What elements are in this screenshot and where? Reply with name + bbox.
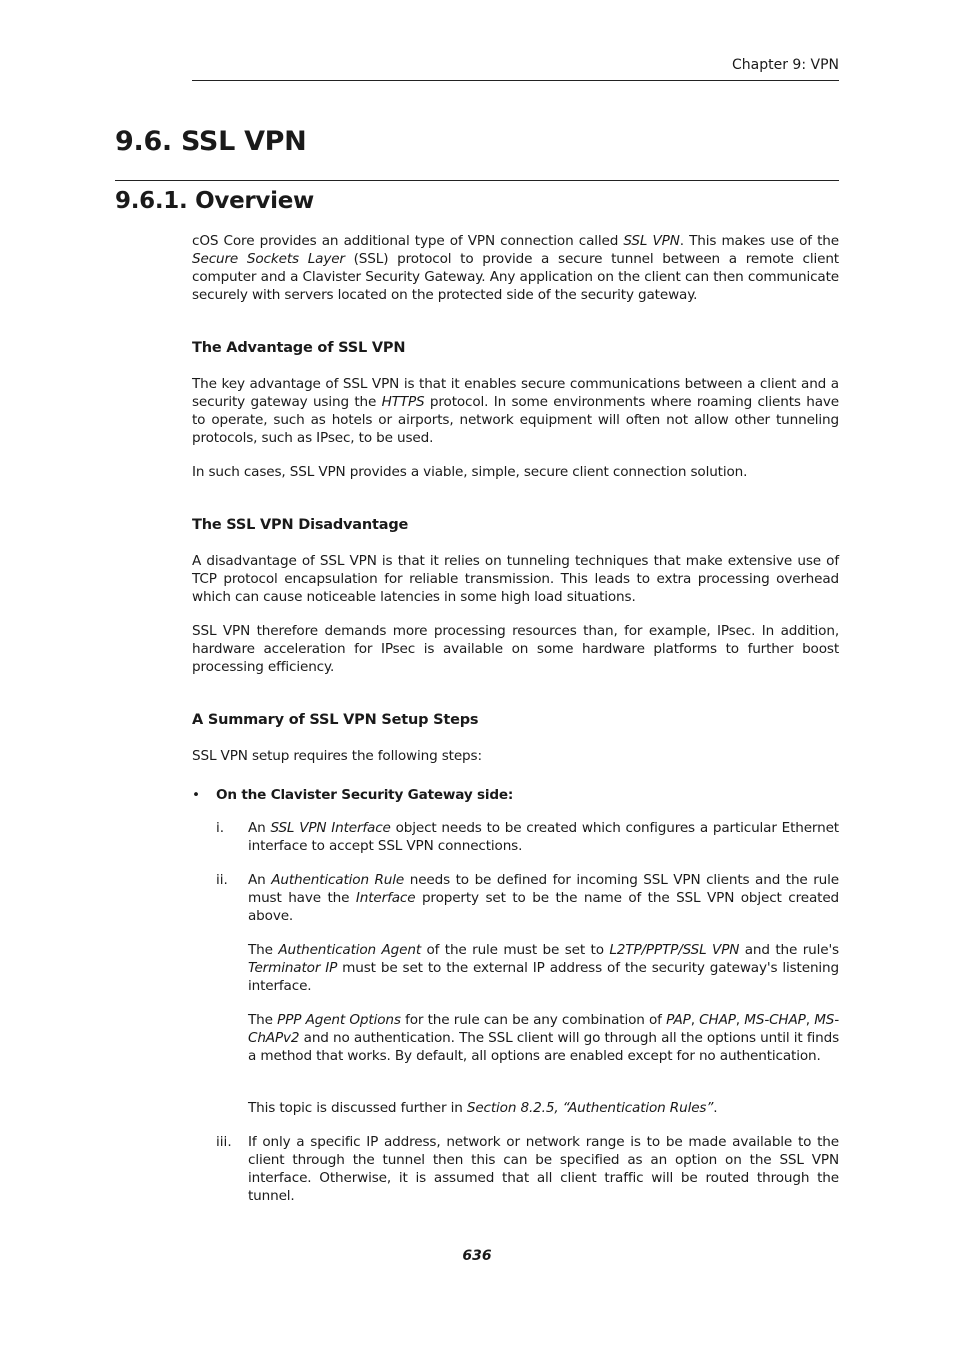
summary-heading: A Summary of SSL VPN Setup Steps: [192, 712, 479, 728]
advantage-paragraph-1: The key advantage of SSL VPN is that it enables secure communications between a client and a security gateway using the HTTPS protocol. In some environments where roaming clients have to operate, such as hotels or airports, network equipment will often not allow other tunneling protocols, such as IPsec, to be used.: [192, 376, 839, 446]
step-2-number: ii.: [216, 872, 228, 888]
step-2-paragraph-2: The Authentication Agent of the rule must be set to L2TP/PPTP/SSL VPN and the rule's Terminator IP must be set to the external IP address of the security gateway's listening interface.: [248, 942, 839, 994]
section-title: 9.6. SSL VPN: [115, 126, 307, 157]
running-header: Chapter 9: VPN: [732, 57, 839, 73]
bullet-text: On the Clavister Security Gateway side:: [216, 787, 514, 803]
section-rule: [115, 180, 839, 181]
step-2-paragraph-4: This topic is discussed further in Section 8.2.5, “Authentication Rules”.: [248, 1100, 718, 1116]
advantage-paragraph-2: In such cases, SSL VPN provides a viable, simple, secure client connection solution.: [192, 464, 748, 480]
step-1-number: i.: [216, 820, 225, 836]
step-1-text: An SSL VPN Interface object needs to be created which configures a particular Ethernet interface to accept SSL VPN connections.: [248, 820, 839, 854]
bullet-symbol: •: [192, 787, 201, 803]
page-number: 636: [462, 1248, 492, 1264]
step-2-paragraph-1: An Authentication Rule needs to be defined for incoming SSL VPN clients and the rule must have the Interface property set to be the name of the SSL VPN object created above.: [248, 872, 840, 924]
header-rule: [192, 80, 839, 81]
intro-paragraph: cOS Core provides an additional type of VPN connection called SSL VPN. This makes use of the Secure Sockets Layer (SSL) protocol to provide a secure tunnel between a remote client computer and a Clavister Security Gateway. Any application on the client can then communicate securely with servers located on the protected side of the security gateway.: [192, 233, 839, 303]
section-cross-reference[interactable]: Section 8.2.5, “Authentication Rules”: [466, 1100, 714, 1116]
advantage-heading: The Advantage of SSL VPN: [192, 340, 406, 356]
disadvantage-paragraph-2: SSL VPN therefore demands more processing resources than, for example, IPsec. In addition, hardware acceleration for IPsec is available on some hardware platforms to further boost processing efficiency.: [192, 623, 839, 675]
subsection-title: 9.6.1. Overview: [115, 188, 314, 214]
step-3-number: iii.: [216, 1134, 232, 1150]
step-2-paragraph-3: The PPP Agent Options for the rule can be any combination of PAP, CHAP, MS-CHAP, MS-ChAPv2 and no authentication. The SSL client will go through all the options until it finds a method that works. By default, all options are enabled except for no authentication.: [248, 1012, 840, 1064]
disadvantage-paragraph-1: A disadvantage of SSL VPN is that it relies on tunneling techniques that make extensive use of TCP protocol encapsulation for reliable transmission. This leads to extra processing overhead which can cause noticeable latencies in some high load situations.: [192, 553, 839, 605]
disadvantage-heading: The SSL VPN Disadvantage: [192, 517, 409, 533]
step-3-text: If only a specific IP address, network or network range is to be made available to the client through the tunnel then this can be specified as an option on the SSL VPN interface. Otherwise, it is assumed that all client traffic will be routed through the tunnel.: [248, 1134, 839, 1204]
summary-intro: SSL VPN setup requires the following steps:: [192, 748, 482, 764]
